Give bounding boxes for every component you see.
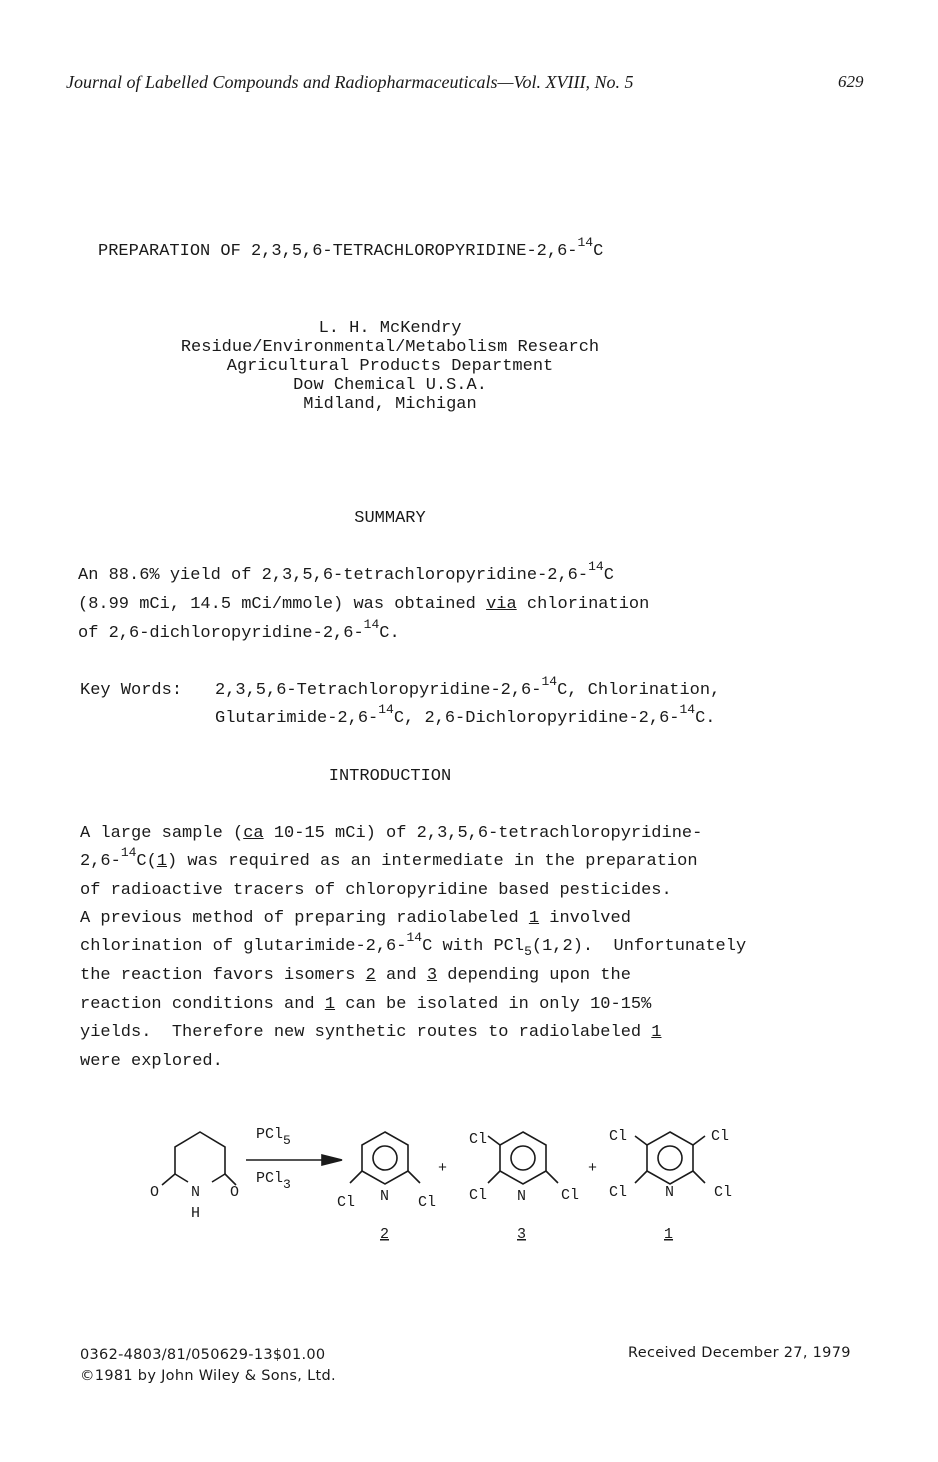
page-number: 629	[838, 72, 864, 91]
pyridine-ring-3	[500, 1132, 546, 1184]
summary-line: An 88.6% yield of 2,3,5,6-tetrachloropyridine-2,6-$^{14}$C	[78, 559, 614, 585]
pyridine-ring-1	[647, 1132, 693, 1184]
affiliation-line: Agricultural Products Department	[226, 357, 554, 376]
nitrogen-label: N	[517, 1188, 527, 1205]
nitrogen-label: N	[191, 1184, 201, 1201]
chlorine-label: Cl	[469, 1131, 488, 1148]
intro-line: yields. Therefore new synthetic routes to radiolabeled 1	[80, 1023, 662, 1042]
oxygen-label: O	[230, 1184, 240, 1201]
chlorine-label: Cl	[561, 1187, 580, 1204]
chlorine-label: Cl	[609, 1184, 628, 1201]
summary-line: (8.99 mCi, 14.5 mCi/mmole) was obtained via chlorination	[78, 595, 650, 614]
intro-line: chlorination of glutarimide-2,6-$^{14}$C with PCl$_5$(1,2). Unfortunately	[80, 930, 747, 959]
glutarimide-ring	[175, 1132, 225, 1174]
chlorine-label: Cl	[711, 1128, 730, 1145]
chlorine-label: Cl	[609, 1128, 628, 1145]
introduction-heading: INTRODUCTION	[328, 767, 452, 786]
hydrogen-label: H	[191, 1205, 201, 1222]
intro-line: A large sample (ca 10-15 mCi) of 2,3,5,6-tetrachloropyridine-	[80, 824, 703, 843]
affiliation-line: Dow Chemical U.S.A.	[293, 376, 487, 395]
nitrogen-label: N	[380, 1188, 390, 1205]
affiliation-line: Residue/Environmental/Metabolism Research	[180, 338, 600, 357]
reagent-top: PCl5	[256, 1126, 291, 1148]
intro-line: of radioactive tracers of chloropyridine based pesticides.	[80, 881, 672, 900]
summary-heading: SUMMARY	[354, 509, 426, 528]
intro-line: 2,6-$^{14}$C(1) was required as an intermediate in the preparation	[80, 845, 698, 871]
compound-label-3: 3	[517, 1226, 527, 1243]
received-date: Received December 27, 1979	[628, 1345, 851, 1361]
copyright: ©1981 by John Wiley & Sons, Ltd.	[80, 1368, 336, 1384]
footer-left	[80, 1345, 336, 1387]
nitrogen-label: N	[665, 1184, 675, 1201]
affiliation-line: Midland, Michigan	[303, 395, 477, 414]
chlorine-label: Cl	[714, 1184, 733, 1201]
summary-line: of 2,6-dichloropyridine-2,6-$^{14}$C.	[78, 617, 400, 643]
plus-sign: +	[438, 1160, 448, 1177]
reaction-scheme	[0, 1110, 938, 1250]
compound-label-1: 1	[664, 1226, 674, 1243]
reagent-bottom: PCl3	[256, 1170, 291, 1192]
chlorine-label: Cl	[337, 1194, 356, 1211]
article-code: 0362-4803/81/050629-13$01.00	[80, 1347, 326, 1363]
keywords-line: 2,3,5,6-Tetrachloropyridine-2,6-$^{14}$C, Chlorination,	[215, 674, 721, 700]
keywords-label: Key Words:	[80, 681, 183, 700]
intro-line: A previous method of preparing radiolabeled 1 involved	[80, 909, 631, 928]
plus-sign: +	[588, 1160, 598, 1177]
chlorine-label: Cl	[418, 1194, 437, 1211]
intro-line: were explored.	[80, 1052, 223, 1071]
keywords-line: Glutarimide-2,6-$^{14}$C, 2,6-Dichloropyridine-2,6-$^{14}$C.	[215, 702, 716, 728]
running-head: Journal of Labelled Compounds and Radiopharmaceuticals—Vol. XVIII, No. 5	[66, 72, 634, 92]
intro-line: reaction conditions and 1 can be isolated in only 10-15%	[80, 995, 652, 1014]
pyridine-ring-2	[362, 1132, 408, 1184]
oxygen-label: O	[150, 1184, 160, 1201]
chlorine-label: Cl	[469, 1187, 488, 1204]
intro-line: the reaction favors isomers 2 and 3 depending upon the	[80, 966, 631, 985]
compound-label-2: 2	[380, 1226, 390, 1243]
article-title: PREPARATION OF 2,3,5,6-TETRACHLOROPYRIDINE-2,6-$^{14}$C	[98, 235, 604, 261]
author-name: L. H. McKendry	[318, 319, 462, 338]
